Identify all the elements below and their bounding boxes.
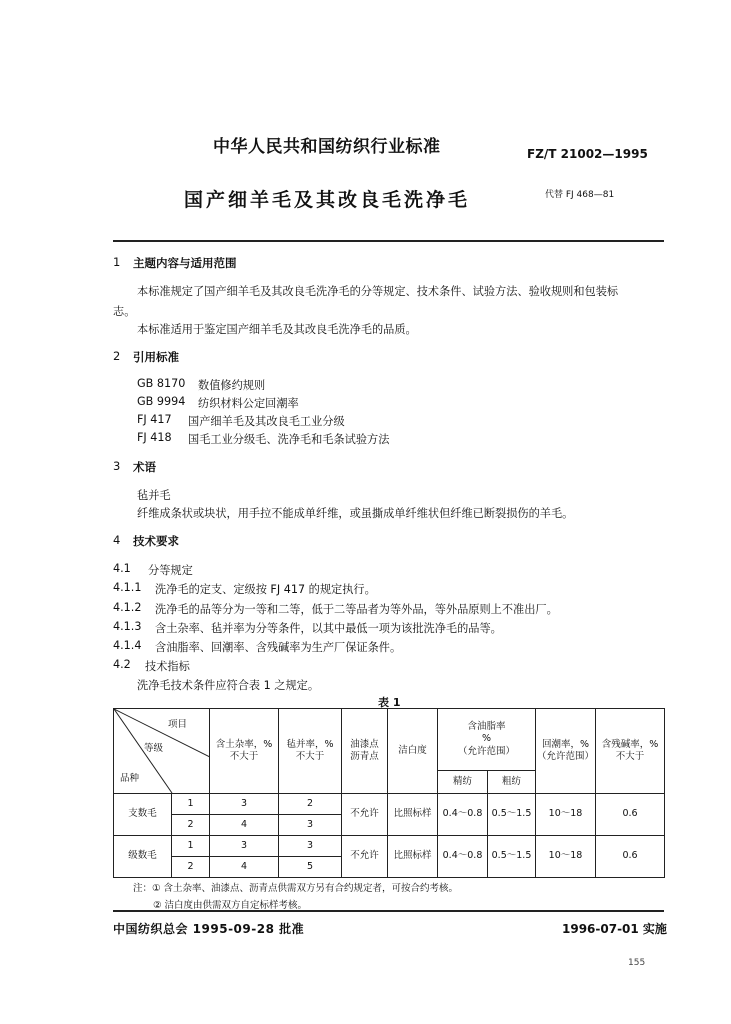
clause-text: 含土杂率、毡并率为分等条件，以其中最低一项为该批洗净毛的品等。 bbox=[155, 622, 502, 635]
section-1-number: 1 bbox=[113, 255, 121, 269]
whiteness-value: 比照标样 bbox=[388, 794, 438, 836]
clause-text: 技术指标 bbox=[145, 660, 190, 673]
corner-label-grade: 等级 bbox=[144, 743, 164, 754]
moisture-value: 10～18 bbox=[536, 836, 596, 878]
clause-number: 4.1.3 bbox=[113, 620, 142, 633]
reference-name: 数值修约规则 bbox=[198, 379, 266, 392]
pitch-value: 不允许 bbox=[342, 836, 388, 878]
document-title: 国产细羊毛及其改良毛洗净毛 bbox=[184, 189, 471, 211]
felt-value: 3 bbox=[279, 815, 342, 836]
header-rule bbox=[113, 240, 664, 242]
clause-number: 4.1 bbox=[113, 562, 131, 575]
oil-coarse-value: 0.5～1.5 bbox=[488, 836, 536, 878]
section-1-paragraph-2: 本标准适用于鉴定国产细羊毛及其改良毛洗净毛的品质。 bbox=[137, 323, 417, 336]
clause-number: 4.2 bbox=[113, 658, 131, 671]
felt-value: 3 bbox=[279, 836, 342, 857]
header-felt-line2: 不大于 bbox=[295, 751, 325, 762]
oil-fine-value: 0.4～0.8 bbox=[438, 794, 488, 836]
header-oil-coarse: 粗纺 bbox=[488, 771, 536, 794]
whiteness-value: 比照标样 bbox=[388, 836, 438, 878]
header-moisture-line1: 回潮率，% bbox=[542, 738, 590, 750]
term-definition: 纤维成条状或块状，用手拉不能成单纤维，或虽撕成单纤维状但纤维已断裂损伤的羊毛。 bbox=[137, 507, 574, 520]
clause-text: 洗净毛的定支、定级按 FJ 417 的规定执行。 bbox=[155, 583, 376, 596]
header-oil-line3: （允许范围） bbox=[458, 745, 516, 757]
soil-value: 4 bbox=[210, 815, 279, 836]
header-oil-line2: % bbox=[481, 733, 492, 745]
effective-date: 1996-07-01 实施 bbox=[562, 922, 667, 936]
header-alkali-line1: 含残碱率，% bbox=[601, 738, 659, 750]
oil-fine-value: 0.4～0.8 bbox=[438, 836, 488, 878]
clause-text: 洗净毛的品等分为一等和二等，低于二等品者为等外品，等外品原则上不准出厂。 bbox=[155, 603, 558, 616]
header-moisture-line2: （允许范围） bbox=[537, 751, 595, 762]
grade-cell: 1 bbox=[172, 836, 210, 857]
table-corner-cell bbox=[114, 709, 210, 794]
section-1-paragraph-1-cont: 志。 bbox=[113, 305, 136, 318]
term: 毡并毛 bbox=[137, 489, 171, 502]
alkali-value: 0.6 bbox=[596, 836, 665, 878]
row-variety: 级数毛 bbox=[114, 836, 172, 878]
moisture-value: 10～18 bbox=[536, 794, 596, 836]
section-1-title: 主题内容与适用范围 bbox=[133, 256, 237, 270]
issuing-organization: 中华人民共和国纺织行业标准 bbox=[213, 137, 441, 157]
section-3-title: 术语 bbox=[133, 460, 156, 474]
table-caption: 表 1 bbox=[378, 696, 401, 709]
header-moisture bbox=[536, 709, 596, 794]
footer-rule bbox=[113, 910, 664, 912]
replaces-note: 代替 FJ 468—81 bbox=[545, 190, 615, 200]
approval-line: 中国纺织总会 1995-09-28 批准 bbox=[113, 922, 305, 936]
header-oil-line1: 含油脂率 bbox=[467, 720, 506, 732]
header-felt bbox=[279, 709, 342, 794]
header-soil-line2: 不大于 bbox=[229, 751, 259, 762]
section-4-title: 技术要求 bbox=[133, 534, 179, 548]
reference-code: GB 8170 bbox=[137, 377, 186, 390]
grade-cell: 2 bbox=[172, 857, 210, 878]
oil-coarse-value: 0.5～1.5 bbox=[488, 794, 536, 836]
table-intro: 洗净毛技术条件应符合表 1 之规定。 bbox=[137, 679, 320, 692]
section-3-number: 3 bbox=[113, 459, 121, 473]
table-note-1: 注：① 含土杂率、油漆点、沥青点供需双方另有合约规定者，可按合约考核。 bbox=[133, 883, 459, 894]
header-alkali bbox=[596, 709, 665, 794]
clause-number: 4.1.1 bbox=[113, 581, 142, 594]
reference-name: 纺织材料公定回潮率 bbox=[198, 397, 299, 410]
header-oil-fine: 精纺 bbox=[438, 771, 488, 794]
header-alkali-line2: 不大于 bbox=[615, 751, 645, 762]
header-whiteness: 洁白度 bbox=[388, 709, 438, 794]
header-soil-line1: 含土杂率，% bbox=[215, 738, 273, 750]
clause-number: 4.1.2 bbox=[113, 601, 142, 614]
soil-value: 4 bbox=[210, 857, 279, 878]
clause-text: 分等规定 bbox=[148, 564, 193, 577]
grade-cell: 2 bbox=[172, 815, 210, 836]
reference-name: 国毛工业分级毛、洗净毛和毛条试验方法 bbox=[188, 433, 390, 446]
page-number: 155 bbox=[628, 958, 646, 968]
header-pitch-line1: 油漆点 bbox=[350, 738, 379, 750]
reference-code: GB 9994 bbox=[137, 395, 186, 408]
reference-code: FJ 418 bbox=[137, 431, 172, 444]
header-felt-line1: 毡并率，% bbox=[286, 738, 334, 750]
clause-number: 4.1.4 bbox=[113, 639, 142, 652]
row-variety: 支数毛 bbox=[114, 794, 172, 836]
section-2-title: 引用标准 bbox=[133, 350, 179, 364]
soil-value: 3 bbox=[210, 836, 279, 857]
header-oil bbox=[438, 709, 536, 771]
corner-label-item: 项目 bbox=[168, 719, 188, 730]
corner-label-variety: 品种 bbox=[120, 773, 140, 784]
grade-cell: 1 bbox=[172, 794, 210, 815]
technical-specifications-table bbox=[113, 708, 665, 878]
header-pitch bbox=[342, 709, 388, 794]
header-pitch-line2: 沥青点 bbox=[350, 751, 379, 762]
table-note-2: ② 洁白度由供需双方自定标样考核。 bbox=[153, 900, 308, 911]
reference-name: 国产细羊毛及其改良毛工业分级 bbox=[188, 415, 345, 428]
section-2-number: 2 bbox=[113, 349, 121, 363]
clause-text: 含油脂率、回潮率、含残碱率为生产厂保证条件。 bbox=[155, 641, 402, 654]
soil-value: 3 bbox=[210, 794, 279, 815]
pitch-value: 不允许 bbox=[342, 794, 388, 836]
header-soil bbox=[210, 709, 279, 794]
section-1-paragraph-1: 本标准规定了国产细羊毛及其改良毛洗净毛的分等规定、技术条件、试验方法、验收规则和包装标 bbox=[137, 285, 619, 298]
alkali-value: 0.6 bbox=[596, 794, 665, 836]
felt-value: 5 bbox=[279, 857, 342, 878]
section-4-number: 4 bbox=[113, 533, 121, 547]
standard-code: FZ/T 21002—1995 bbox=[527, 147, 648, 161]
reference-code: FJ 417 bbox=[137, 413, 172, 426]
felt-value: 2 bbox=[279, 794, 342, 815]
